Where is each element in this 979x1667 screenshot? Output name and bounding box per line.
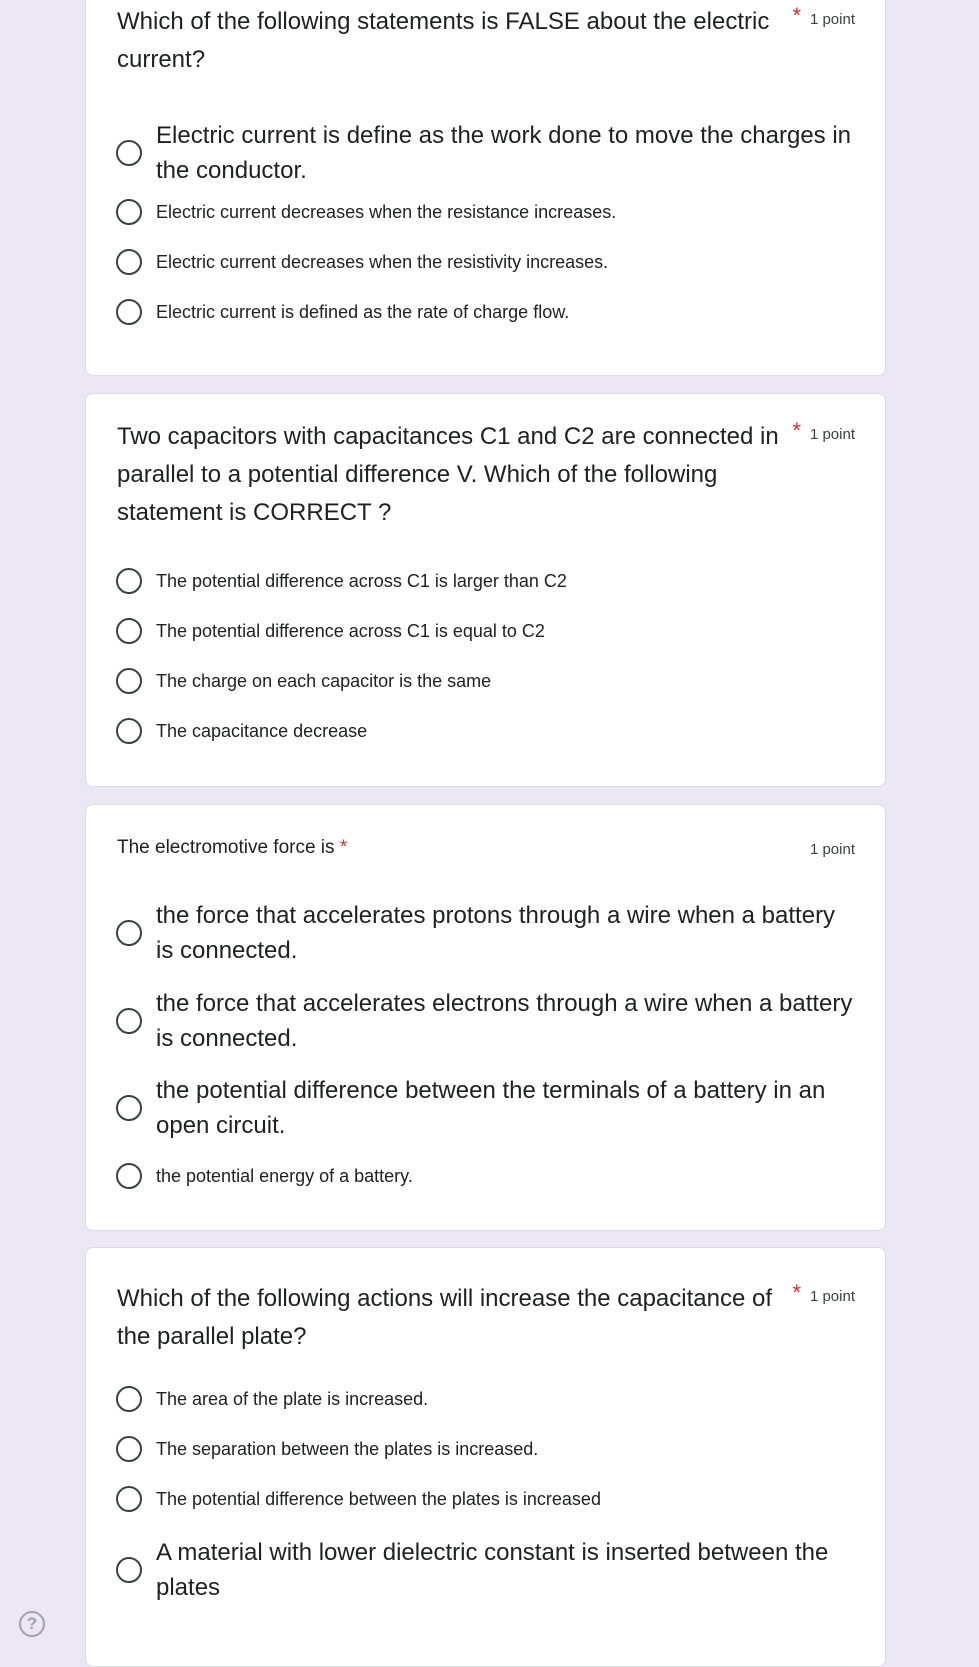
radio-button[interactable] <box>116 1436 142 1462</box>
question-header <box>86 833 885 863</box>
radio-button[interactable] <box>116 618 142 644</box>
option-2[interactable] <box>116 199 855 225</box>
option-label: the potential energy of a battery. <box>156 1166 413 1186</box>
question-card-4 <box>85 1247 886 1667</box>
option-label: The area of the plate is increased. <box>156 1389 429 1409</box>
radio-button[interactable] <box>116 1386 142 1412</box>
option-label: The potential difference between the plates is increased <box>156 1489 601 1509</box>
question-title: Which of the following statements is FALSE about the electric current? <box>117 8 770 73</box>
option-2[interactable] <box>116 1436 855 1462</box>
option-4[interactable] <box>116 299 855 325</box>
radio-button[interactable] <box>116 249 142 275</box>
radio-button[interactable] <box>116 668 142 694</box>
option-4[interactable] <box>116 718 855 744</box>
required-asterisk: * <box>792 3 801 28</box>
question-header <box>86 418 885 532</box>
option-label: The potential difference across C1 is larger than C2 <box>156 571 567 591</box>
points-label: 1 point <box>809 841 855 858</box>
option-label: Electric current is defined as the rate of charge flow. <box>156 302 570 322</box>
radio-button[interactable] <box>116 920 142 946</box>
option-1[interactable] <box>116 118 855 188</box>
question-title: Two capacitors with capacitances C1 and C2 are connected in parallel to a potential difference V. Which of the following statement is CORRECT ? <box>117 423 779 526</box>
option-label: Electric current decreases when the resistivity increases. <box>156 252 609 272</box>
option-label: A material with lower dielectric constant is inserted between the plates <box>156 1539 829 1601</box>
option-label: The separation between the plates is increased. <box>156 1439 539 1459</box>
option-1[interactable] <box>116 568 855 594</box>
option-3[interactable] <box>116 1486 855 1512</box>
question-header <box>86 1280 885 1356</box>
option-2[interactable] <box>116 986 855 1056</box>
radio-button[interactable] <box>116 1095 142 1121</box>
question-title: Which of the following actions will increase the capacitance of the parallel plate? <box>117 1285 773 1350</box>
radio-button[interactable] <box>116 140 142 166</box>
question-title-text: The electromotive force is <box>117 837 335 858</box>
points-label: 1 point <box>809 11 855 28</box>
option-label: The charge on each capacitor is the same <box>156 671 492 691</box>
help-icon[interactable]: ? <box>19 1611 45 1637</box>
option-4[interactable] <box>116 1535 855 1605</box>
radio-button[interactable] <box>116 1486 142 1512</box>
option-label: the potential difference between the terminals of a battery in an open circuit. <box>156 1077 826 1139</box>
question-title <box>117 833 789 863</box>
option-label: the force that accelerates protons through a wire when a battery is connected. <box>156 902 836 964</box>
option-2[interactable] <box>116 618 855 644</box>
option-label: Electric current decreases when the resistance increases. <box>156 202 617 222</box>
option-1[interactable] <box>116 1386 855 1412</box>
option-label: The potential difference across C1 is equal to C2 <box>156 621 545 641</box>
radio-button[interactable] <box>116 1557 142 1583</box>
option-3[interactable] <box>116 249 855 275</box>
option-label: the force that accelerates electrons through a wire when a battery is connected. <box>156 990 853 1052</box>
option-label: The capacitance decrease <box>156 721 368 741</box>
question-card-2 <box>85 393 886 787</box>
option-label: Electric current is define as the work done to move the charges in the conductor. <box>156 122 852 184</box>
required-asterisk: * <box>792 1280 801 1305</box>
required-asterisk: * <box>339 837 348 858</box>
radio-button[interactable] <box>116 718 142 744</box>
option-3[interactable] <box>116 668 855 694</box>
points-label: 1 point <box>809 426 855 443</box>
required-asterisk: * <box>792 418 801 443</box>
question-header <box>86 3 885 79</box>
question-card-3 <box>85 804 886 1231</box>
option-1[interactable] <box>116 898 855 968</box>
option-4[interactable] <box>116 1163 855 1189</box>
option-3[interactable] <box>116 1073 855 1143</box>
points-label: 1 point <box>809 1288 855 1305</box>
radio-button[interactable] <box>116 299 142 325</box>
radio-button[interactable] <box>116 199 142 225</box>
question-card-1 <box>85 0 886 376</box>
radio-button[interactable] <box>116 1008 142 1034</box>
radio-button[interactable] <box>116 568 142 594</box>
radio-button[interactable] <box>116 1163 142 1189</box>
